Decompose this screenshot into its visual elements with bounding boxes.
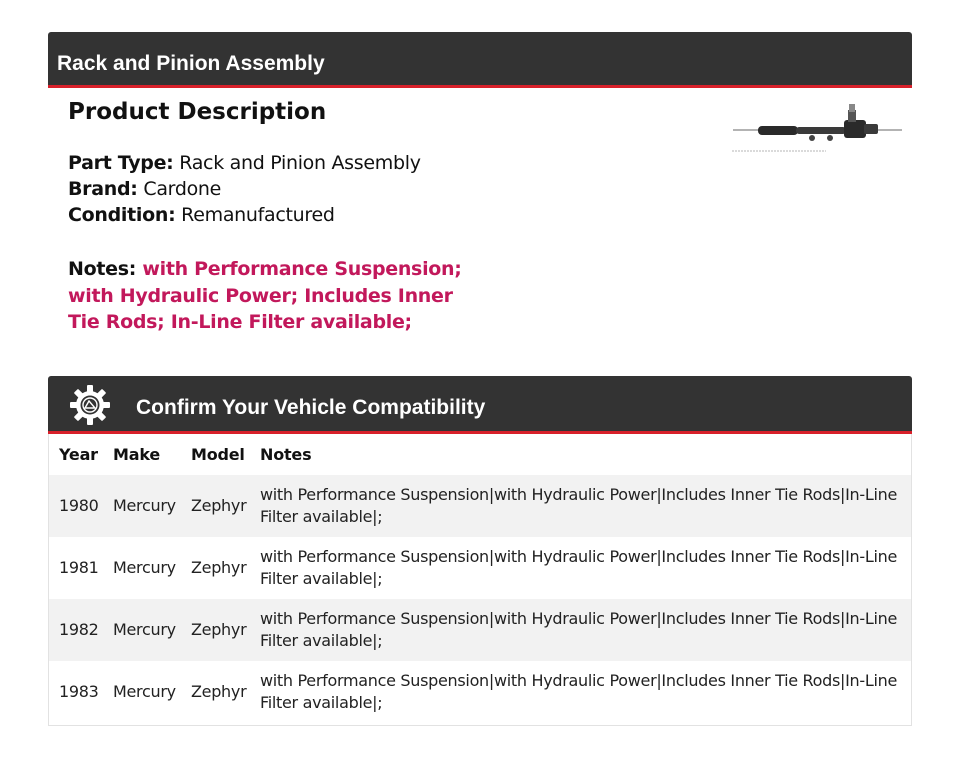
compatibility-title: Confirm Your Vehicle Compatibility	[136, 396, 486, 419]
table-row	[49, 661, 911, 723]
notes-label: Notes:	[68, 258, 137, 280]
part-type-line	[68, 150, 421, 176]
condition-label: Condition:	[68, 204, 176, 226]
cell-make: Mercury	[103, 475, 181, 537]
table-header-row	[49, 434, 911, 475]
cell-notes: with Performance Suspension|with Hydraulic Power|Includes Inner Tie Rods|In-Line Filter available|;	[250, 475, 911, 537]
product-title: Rack and Pinion Assembly	[57, 52, 325, 75]
cell-notes: with Performance Suspension|with Hydraulic Power|Includes Inner Tie Rods|In-Line Filter available|;	[250, 661, 911, 723]
cell-year: 1982	[49, 599, 103, 661]
cell-make: Mercury	[103, 537, 181, 599]
gear-icon	[69, 384, 111, 426]
table-row	[49, 537, 911, 599]
product-title-bar	[48, 32, 912, 88]
condition-line	[68, 202, 335, 228]
cell-make: Mercury	[103, 599, 181, 661]
cell-model: Zephyr	[181, 599, 250, 661]
column-header-year: Year	[59, 445, 98, 464]
table-row	[49, 475, 911, 537]
cell-model: Zephyr	[181, 537, 250, 599]
compatibility-bar	[48, 376, 912, 434]
condition-value: Remanufactured	[181, 204, 335, 226]
product-image	[730, 100, 905, 158]
cell-year: 1981	[49, 537, 103, 599]
column-header-notes: Notes	[260, 445, 312, 464]
cell-year: 1980	[49, 475, 103, 537]
notes-value: with Performance Suspension; with Hydraulic Power; Includes Inner Tie Rods; In-Line Filter available;	[68, 258, 462, 333]
compatibility-table	[48, 434, 912, 726]
part-type-label: Part Type:	[68, 152, 174, 174]
cell-model: Zephyr	[181, 661, 250, 723]
column-header-model: Model	[191, 445, 245, 464]
cell-make: Mercury	[103, 661, 181, 723]
cell-year: 1983	[49, 661, 103, 723]
brand-line	[68, 176, 221, 202]
part-type-value: Rack and Pinion Assembly	[179, 152, 421, 174]
cell-model: Zephyr	[181, 475, 250, 537]
table-row	[49, 599, 911, 661]
brand-label: Brand:	[68, 178, 138, 200]
column-header-make: Make	[113, 445, 160, 464]
cell-notes: with Performance Suspension|with Hydraulic Power|Includes Inner Tie Rods|In-Line Filter available|;	[250, 537, 911, 599]
brand-value: Cardone	[143, 178, 222, 200]
cell-notes: with Performance Suspension|with Hydraulic Power|Includes Inner Tie Rods|In-Line Filter available|;	[250, 599, 911, 661]
description-heading: Product Description	[68, 99, 327, 125]
notes-block	[68, 256, 468, 336]
